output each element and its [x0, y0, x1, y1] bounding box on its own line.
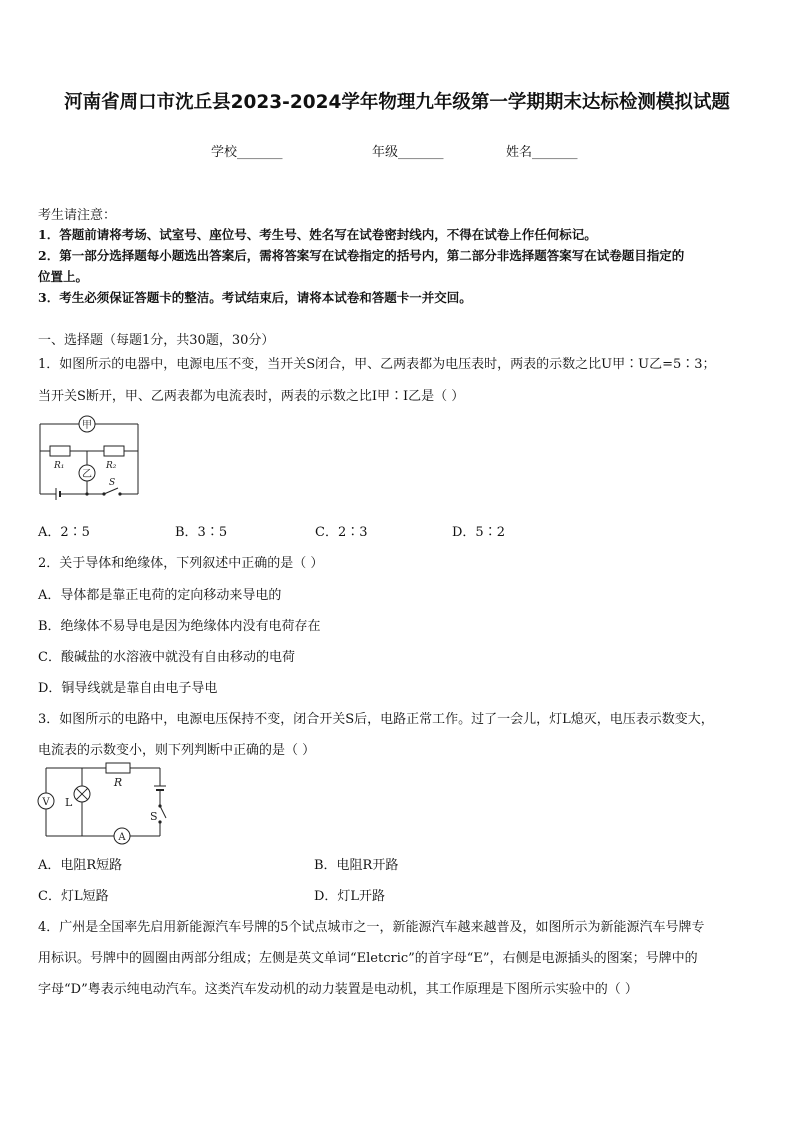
section-heading: 一、选择题（每题1分，共30题，30分） — [38, 333, 275, 348]
notice-item: 2．第一部分选择题每小题选出答案后，需将答案写在试卷指定的括号内，第二部分非选择题答案写在试卷题目指定的 — [38, 248, 685, 263]
q3-option-b: B．电阻R开路 — [314, 858, 399, 873]
school-field: 学校_______ — [211, 145, 283, 160]
q1-option-d: D．5∶2 — [452, 525, 505, 540]
notice-item: 位置上。 — [38, 269, 89, 284]
q1-switch-label: S — [109, 478, 116, 488]
q4-stem-line1: 4．广州是全国率先启用新能源汽车号牌的5个试点城市之一，新能源汽车越来越普及，如图所示为新能源汽车号牌专 — [38, 920, 705, 935]
q1-r2-label: R₂ — [106, 461, 117, 471]
name-field: 姓名_______ — [506, 145, 578, 160]
q1-r1-label: R₁ — [54, 461, 65, 471]
notice-item: 3．考生必须保证答题卡的整洁。考试结束后，请将本试卷和答题卡一并交回。 — [38, 290, 472, 305]
q1-option-b: B．3∶5 — [175, 525, 228, 540]
q2-option-c: C．酸碱盐的水溶液中就没有自由移动的电荷 — [38, 650, 295, 665]
q3-switch-label: S — [150, 810, 158, 823]
q1-option-c: C．2∶3 — [315, 525, 368, 540]
q1-option-a: A．2∶5 — [38, 525, 90, 540]
q1-circuit-diagram — [36, 414, 146, 508]
notice-heading: 考生请注意： — [38, 208, 117, 223]
q3-option-d: D．灯L开路 — [314, 889, 386, 904]
q2-option-d: D．铜导线就是靠自由电子导电 — [38, 681, 218, 696]
q3-stem-line2: 电流表的示数变小，则下列判断中正确的是（ ） — [38, 743, 316, 758]
q2-stem: 2．关于导体和绝缘体，下列叙述中正确的是（ ） — [38, 556, 324, 571]
q3-option-c: C．灯L短路 — [38, 889, 109, 904]
q2-option-a: A．导体都是靠正电荷的定向移动来导电的 — [38, 588, 282, 603]
q4-stem-line2: 用标识。号牌中的圆圈由两部分组成；左侧是英文单词“Eletcric”的首字母“E”，右侧是电源插头的图案；号牌中的 — [38, 951, 698, 966]
notice-item: 1．答题前请将考场、试室号、座位号、考生号、姓名写在试卷密封线内，不得在试卷上作任何标记。 — [38, 227, 597, 242]
q1-meter-mid-label: 乙 — [82, 469, 92, 480]
q2-option-b: B．绝缘体不易导电是因为绝缘体内没有电荷存在 — [38, 619, 321, 634]
q3-ammeter-label: A — [118, 832, 126, 843]
q1-stem-line1: 1．如图所示的电器中，电源电压不变，当开关S闭合，甲、乙两表都为电压表时，两表的示数之比U甲∶U乙=5∶3； — [38, 357, 716, 372]
q4-stem-line3: 字母“D”粤表示纯电动汽车。这类汽车发动机的动力装置是电动机，其工作原理是下图所示实验中的（ ） — [38, 982, 638, 997]
q1-stem-line2: 当开关S断开，甲、乙两表都为电流表时，两表的示数之比I甲∶I乙是（ ） — [38, 389, 465, 404]
page-title: 河南省周口市沈丘县2023-2024学年物理九年级第一学期期末达标检测模拟试题 — [64, 92, 730, 113]
q3-lamp-label: L — [65, 796, 73, 809]
q3-stem-line1: 3．如图所示的电路中，电源电压保持不变，闭合开关S后，电路正常工作。过了一会儿，灯L熄灭，电压表示数变大， — [38, 712, 714, 727]
q1-meter-top-label: 甲 — [82, 420, 92, 431]
q3-voltmeter-label: V — [42, 797, 50, 808]
q3-circuit-diagram — [34, 760, 174, 846]
q3-resistor-label: R — [113, 776, 123, 789]
grade-field: 年级_______ — [372, 145, 444, 160]
q3-option-a: A．电阻R短路 — [38, 858, 123, 873]
